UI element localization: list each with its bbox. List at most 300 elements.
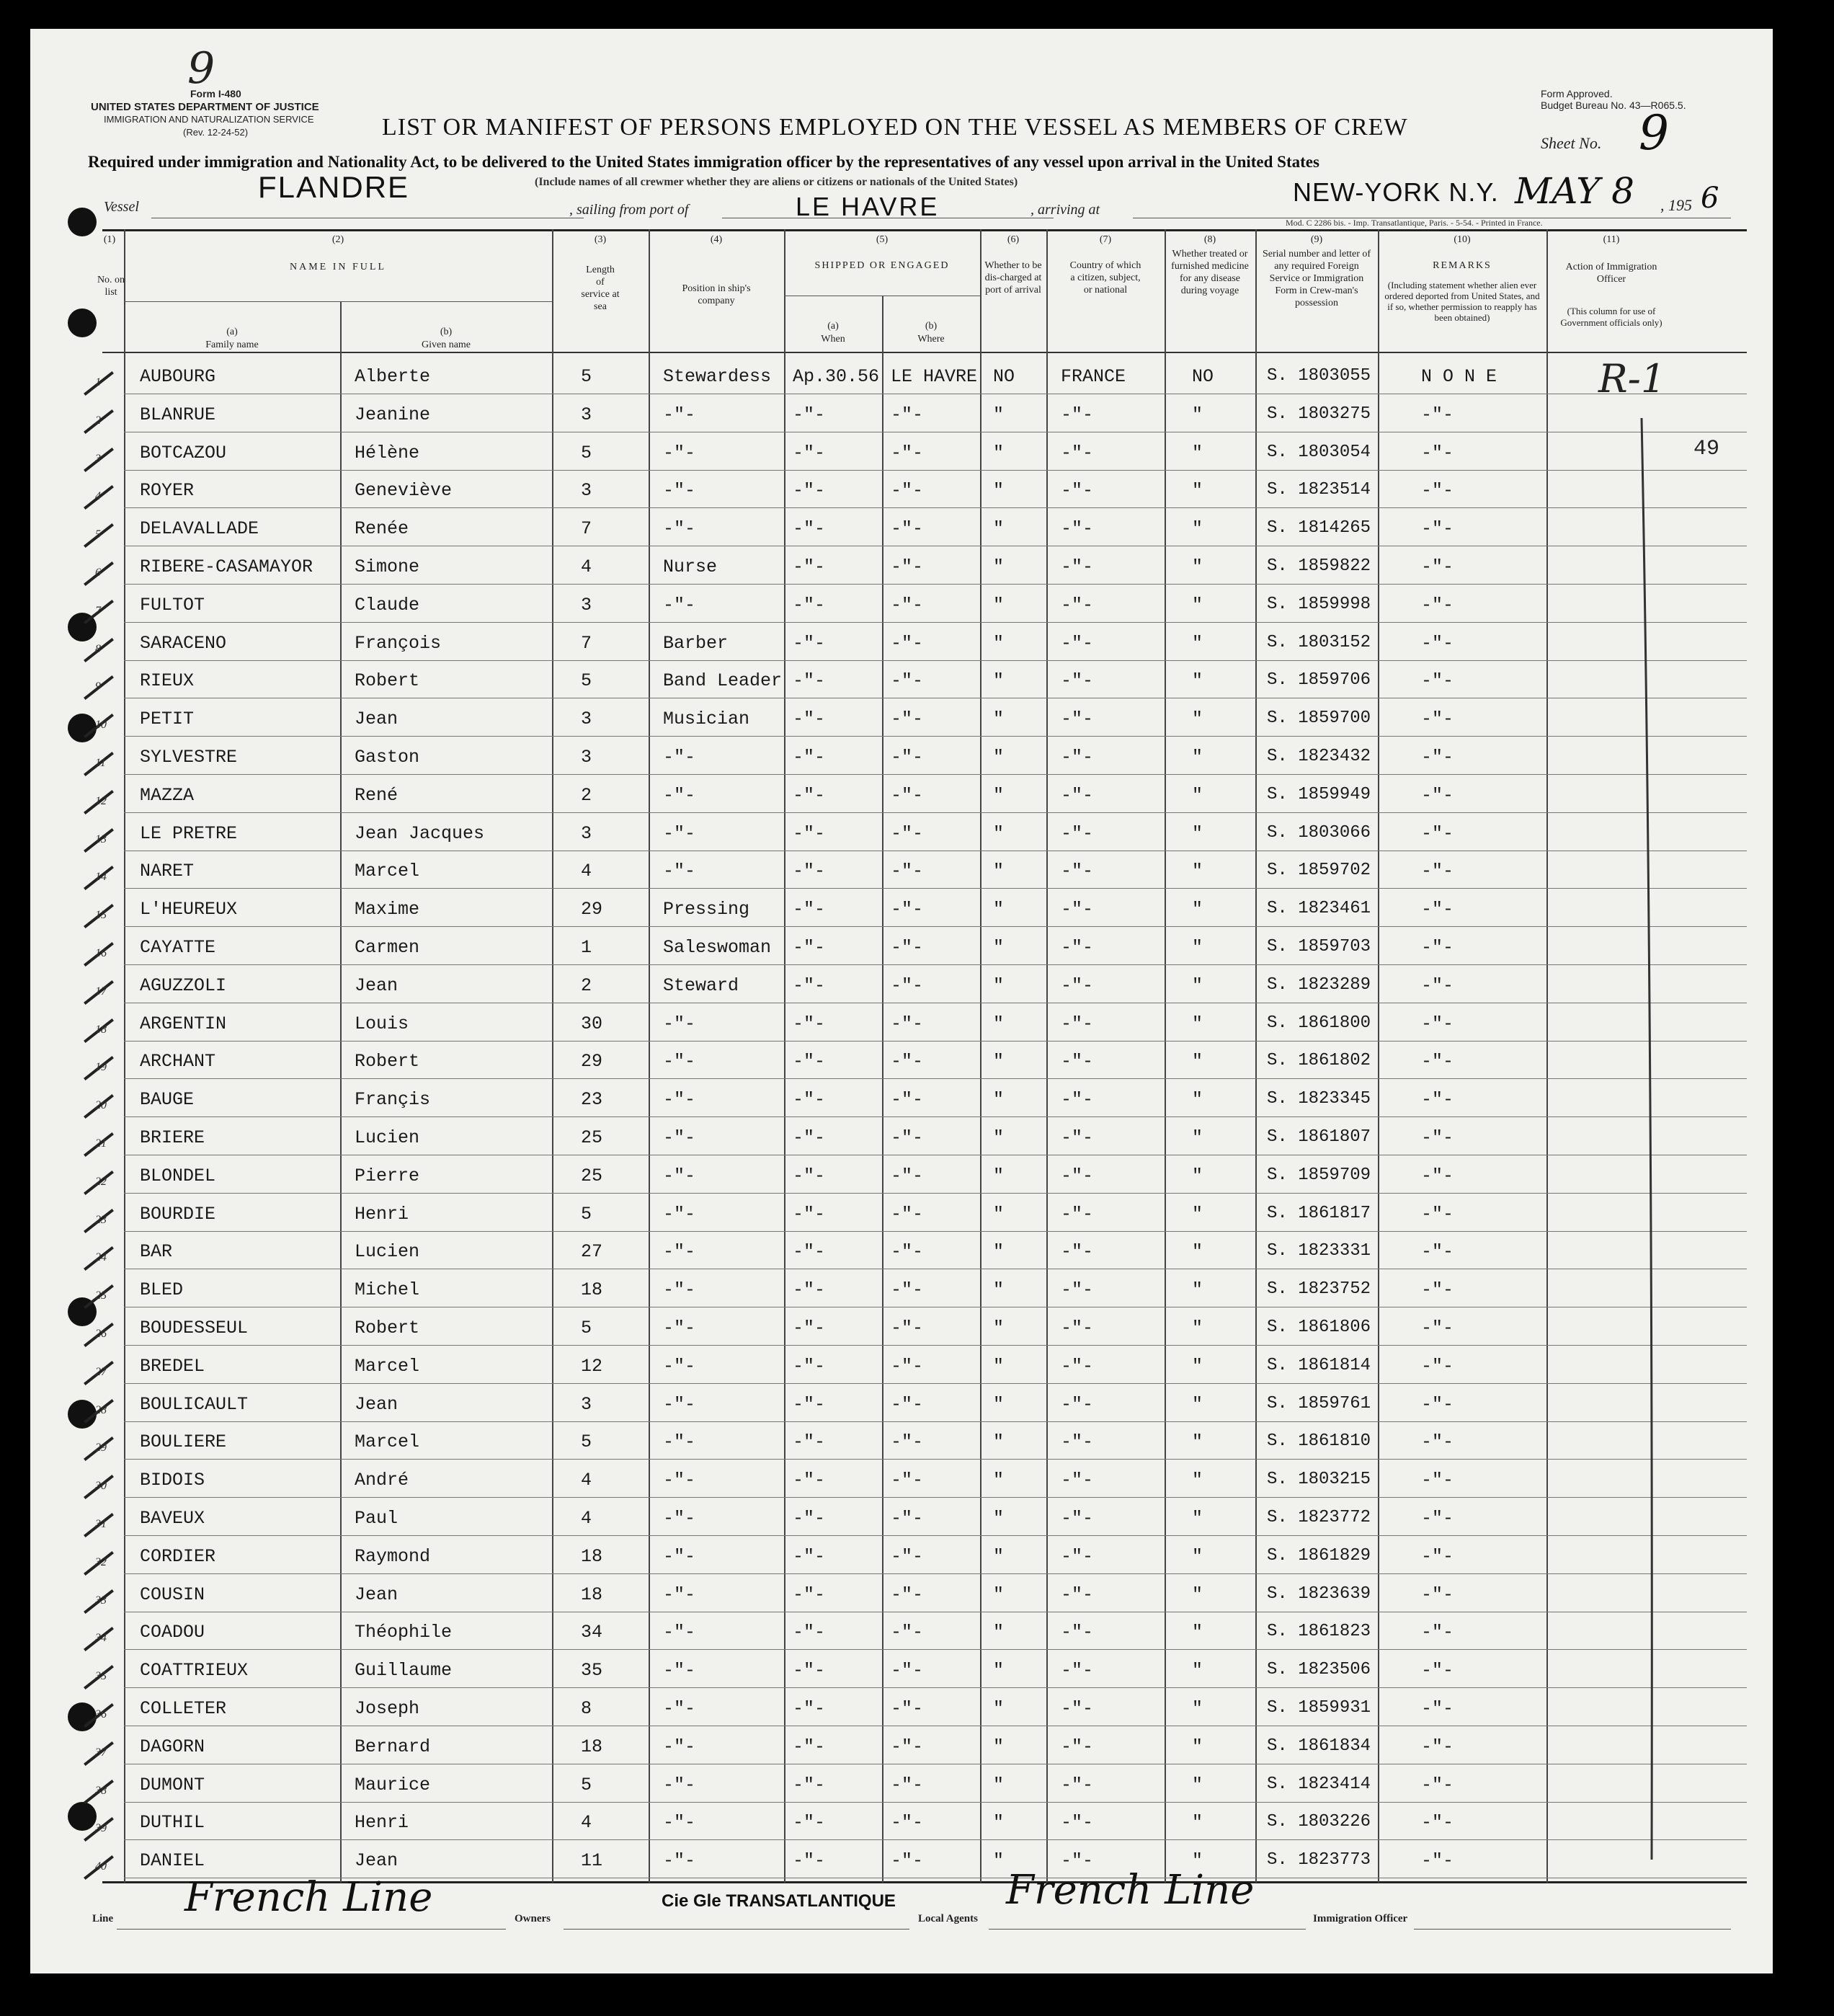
service-length: 35 [581,1660,603,1681]
family-name: MAZZA [140,785,195,806]
page-title: LIST OR MANIFEST OF PERSONS EMPLOYED ON THE VESSEL AS MEMBERS OF CREW [382,114,1408,141]
treated: " [1192,861,1203,882]
position: Saleswoman [663,937,772,958]
row-number: 37 [95,1746,107,1759]
country: -"- [1061,937,1094,958]
discharged: " [993,404,1005,425]
family-name: BLANRUE [140,404,216,425]
remarks: -"- [1421,1127,1454,1148]
sheet-number: 9 [1639,105,1669,161]
punch-hole [68,308,97,337]
family-name: SYLVESTRE [140,747,238,768]
col2b-num: (b) [440,327,453,337]
family-name: AUBOURG [140,366,216,387]
family-name: BOURDIE [140,1204,216,1225]
shipped-where: -"- [891,709,924,729]
position: -"- [663,1736,696,1757]
country: -"- [1061,518,1094,539]
row-number: 6 [95,567,101,579]
serial-number: S. 1823414 [1267,1775,1371,1794]
serial-number: S. 1823289 [1267,975,1371,995]
discharged: " [993,823,1005,844]
row-number: 5 [95,528,101,541]
shipped-when: -"- [793,1204,826,1225]
shipped-when: -"- [793,1470,826,1491]
table-row [30,1274,1773,1311]
service-length: 4 [581,861,592,882]
discharged: " [993,1279,1005,1300]
treated: " [1192,443,1203,463]
family-name: PETIT [140,709,195,729]
shipped-when: -"- [793,975,826,996]
family-name: BAVEUX [140,1508,205,1529]
remarks: -"- [1421,1241,1454,1262]
row-number: 1 [95,376,101,388]
given-name: Marcel [355,1431,420,1452]
family-name: DELAVALLADE [140,518,259,539]
treated: " [1192,1241,1203,1262]
table-row [30,1654,1773,1692]
row-number: 34 [95,1632,107,1644]
family-name: FULTOT [140,595,205,616]
row-number: 7 [95,605,101,617]
shipped-where: -"- [891,747,924,768]
table-row [30,817,1773,855]
serial-number: S. 1859706 [1267,670,1371,690]
shipped-where: -"- [891,1051,924,1072]
country: -"- [1061,1812,1094,1833]
family-name: BAR [140,1241,173,1262]
given-name: Jean [355,975,399,996]
position: -"- [663,1127,696,1148]
country: -"- [1061,785,1094,806]
discharged: " [993,1089,1005,1110]
col2a-header: Family name [205,339,259,350]
col6-num: (6) [1007,234,1020,245]
position: -"- [663,1850,696,1871]
table-row [30,1083,1773,1121]
budget-bureau: Budget Bureau No. 43—R065.5. [1541,99,1686,111]
row-rule [124,926,1747,927]
sheet-label: Sheet No. [1541,134,1602,152]
col3-header: Length of service at sea [581,265,620,312]
shipped-when: -"- [793,709,826,729]
table-row [30,931,1773,969]
treated: " [1192,1431,1203,1452]
discharged: " [993,1812,1005,1833]
family-name: BRIERE [140,1127,205,1148]
discharged: " [993,1356,1005,1377]
country: -"- [1061,1051,1094,1072]
family-name: ARCHANT [140,1051,216,1072]
serial-number: S. 1823506 [1267,1660,1371,1679]
shipped-when: -"- [793,747,826,768]
position: -"- [663,861,696,882]
service-length: 27 [581,1241,603,1262]
serial-number: S. 1823752 [1267,1279,1371,1299]
discharged: " [993,1127,1005,1148]
table-row [30,1235,1773,1273]
family-name: ARGENTIN [140,1013,227,1034]
treated: NO [1192,366,1214,387]
shipped-where: -"- [891,1698,924,1719]
given-name: André [355,1470,409,1491]
position: Band Leader [663,670,783,691]
position: -"- [663,1812,696,1833]
remarks: -"- [1421,975,1454,996]
table-row [30,1769,1773,1806]
treated: " [1192,1356,1203,1377]
given-name: Hélène [355,443,420,463]
arriving-port: NEW-YORK N.Y. [1293,177,1499,207]
service-length: 4 [581,1508,592,1529]
table-row [30,1122,1773,1159]
discharged: " [993,1775,1005,1795]
family-name: BOULIERE [140,1431,227,1452]
service-length: 25 [581,1165,603,1186]
remarks: -"- [1421,1812,1454,1833]
table-row [30,855,1773,892]
row-number: 25 [95,1289,107,1302]
row-rule [124,1193,1747,1194]
row-rule [124,1078,1747,1079]
given-name: Raymond [355,1546,431,1567]
shipped-where: -"- [891,1204,924,1225]
remarks: -"- [1421,670,1454,691]
shipped-where: -"- [891,633,924,654]
shipped-when: -"- [793,1850,826,1871]
position: -"- [663,1775,696,1795]
given-name: Jean Jacques [355,823,485,844]
discharged: " [993,1660,1005,1681]
shipped-where: -"- [891,1318,924,1338]
row-rule [124,1421,1747,1422]
shipped-where: -"- [891,1584,924,1605]
remarks: -"- [1421,823,1454,844]
service: IMMIGRATION AND NATURALIZATION SERVICE [104,114,314,125]
service-length: 3 [581,747,592,768]
col1-header: No. on list [97,275,125,298]
service-length: 7 [581,633,592,654]
serial-number: S. 1859998 [1267,595,1371,614]
row-number: 19 [95,1061,107,1073]
serial-number: S. 1859949 [1267,785,1371,804]
position: Pressing [663,899,750,920]
shipped-where: -"- [891,1736,924,1757]
country: -"- [1061,480,1094,501]
row-number: 8 [95,643,101,655]
discharged: " [993,1546,1005,1567]
table-row [30,360,1773,398]
service-length: 3 [581,595,592,616]
row-rule [124,1383,1747,1384]
footer-line-value: French Line [184,1874,433,1921]
treated: " [1192,785,1203,806]
col10-header: REMARKS [1433,260,1492,271]
family-name: COADOU [140,1622,205,1643]
serial-number: S. 1861800 [1267,1013,1371,1033]
family-name: DUTHIL [140,1812,205,1833]
service-length: 23 [581,1089,603,1110]
serial-number: S. 1861807 [1267,1127,1371,1147]
shipped-when: -"- [793,1812,826,1833]
shipped-when: -"- [793,785,826,806]
position: -"- [663,1622,696,1643]
treated: " [1192,937,1203,958]
shipped-where: -"- [891,937,924,958]
position: -"- [663,1508,696,1529]
serial-number: S. 1803226 [1267,1812,1371,1831]
given-name: Henri [355,1204,409,1225]
row-rule [124,1116,1747,1117]
country: -"- [1061,823,1094,844]
treated: " [1192,1013,1203,1034]
table-row [30,703,1773,740]
treated: " [1192,1127,1203,1148]
row-rule [124,812,1747,813]
row-number: 30 [95,1480,107,1492]
service-length: 30 [581,1013,603,1034]
serial-number: S. 1803275 [1267,404,1371,424]
service-length: 5 [581,1204,592,1225]
country: -"- [1061,1698,1094,1719]
discharged: " [993,709,1005,729]
shipped-where: -"- [891,899,924,920]
row-number: 4 [95,490,101,502]
row-number: 14 [95,871,107,883]
remarks: -"- [1421,1356,1454,1377]
country: -"- [1061,1279,1094,1300]
arriving-label: , arriving at [1030,202,1100,218]
shipped-when: -"- [793,1698,826,1719]
discharged: " [993,1204,1005,1225]
manifest-page [30,29,1773,1973]
row-rule [124,1345,1747,1346]
position: -"- [663,1698,696,1719]
row-number: 26 [95,1328,107,1340]
position: -"- [663,1241,696,1262]
treated: " [1192,1698,1203,1719]
table-row [30,1578,1773,1616]
col7-num: (7) [1099,234,1112,245]
table-row [30,1426,1773,1463]
shipped-when: -"- [793,1165,826,1186]
shipped-where: LE HAVRE [891,366,978,387]
shipped-when: -"- [793,404,826,425]
row-rule [124,470,1747,471]
row-number: 11 [95,757,106,769]
shipped-where: -"- [891,861,924,882]
position: -"- [663,518,696,539]
discharged: " [993,1698,1005,1719]
given-name: Michel [355,1279,420,1300]
service-length: 8 [581,1698,592,1719]
table-row [30,1312,1773,1349]
table-row [30,399,1773,436]
col2b-header: Given name [421,339,471,350]
table-row [30,1806,1773,1844]
service-length: 5 [581,670,592,691]
serial-number: S. 1823639 [1267,1584,1371,1604]
position: -"- [663,785,696,806]
shipped-when: Ap.30.56 [793,366,880,387]
treated: " [1192,1775,1203,1795]
serial-number: S. 1823461 [1267,899,1371,918]
service-length: 34 [581,1622,603,1643]
country: -"- [1061,1736,1094,1757]
remarks: -"- [1421,1394,1454,1415]
treated: " [1192,1736,1203,1757]
shipped-where: -"- [891,556,924,577]
col1-num: (1) [103,234,116,245]
treated: " [1192,1051,1203,1072]
col5a-header: When [821,334,845,345]
position: -"- [663,747,696,768]
table-row [30,1045,1773,1083]
serial-number: S. 1861817 [1267,1204,1371,1223]
remarks: -"- [1421,937,1454,958]
discharged: " [993,1394,1005,1415]
remarks: -"- [1421,1204,1454,1225]
position: -"- [663,480,696,501]
position: Barber [663,633,729,654]
remarks: -"- [1421,1318,1454,1338]
col10-num: (10) [1454,234,1471,245]
service-length: 18 [581,1736,603,1757]
treated: " [1192,1622,1203,1643]
shipped-when: -"- [793,1279,826,1300]
shipped-where: -"- [891,1660,924,1681]
shipped-when: -"- [793,1318,826,1338]
remarks: -"- [1421,1470,1454,1491]
row-rule [124,1802,1747,1803]
row-rule [124,964,1747,965]
given-name: Bernard [355,1736,431,1757]
position: -"- [663,1089,696,1110]
remarks: -"- [1421,1013,1454,1034]
treated: " [1192,975,1203,996]
serial-number: S. 1823514 [1267,480,1371,499]
service-length: 3 [581,709,592,729]
given-name: Jean [355,1584,399,1605]
discharged: " [993,1318,1005,1338]
shipped-when: -"- [793,1241,826,1262]
col10-note: (Including statement whether alien ever ordered deported from United States, and if so, whether permission to reapply has been obtained) [1384,280,1540,323]
remarks: -"- [1421,1431,1454,1452]
given-name: Gaston [355,747,420,768]
discharged: " [993,556,1005,577]
row-number: 21 [95,1137,107,1150]
remarks: -"- [1421,1775,1454,1795]
shipped-when: -"- [793,1394,826,1415]
remarks: -"- [1421,747,1454,768]
row-number: 23 [95,1214,107,1226]
remarks: -"- [1421,1089,1454,1110]
treated: " [1192,1089,1203,1110]
discharged: " [993,1850,1005,1871]
service-length: 5 [581,443,592,463]
serial-number: S. 1803152 [1267,633,1371,652]
sailing-port: LE HAVRE [796,192,940,221]
table-row [30,1464,1773,1501]
serial-number: S. 1861806 [1267,1318,1371,1337]
col2a-num: (a) [226,327,238,337]
serial-number: S. 1861802 [1267,1051,1371,1070]
treated: " [1192,670,1203,691]
country: -"- [1061,1660,1094,1681]
row-number: 9 [95,680,101,693]
given-name: Maurice [355,1775,431,1795]
service-length: 18 [581,1279,603,1300]
col11-num: (11) [1603,234,1620,245]
serial-number: S. 1859703 [1267,937,1371,956]
serial-number: S. 1803215 [1267,1470,1371,1489]
remarks: -"- [1421,785,1454,806]
position: -"- [663,404,696,425]
row-number: 27 [95,1366,107,1378]
col11-note: (This column for use of Government officials only) [1560,306,1662,328]
remarks: -"- [1421,861,1454,882]
col5a-num: (a) [827,321,839,332]
given-name: Maxime [355,899,420,920]
table-row [30,665,1773,702]
position: Steward [663,975,739,996]
shipped-where: -"- [891,404,924,425]
vessel-label: Vessel [104,199,139,215]
family-name: CORDIER [140,1546,216,1567]
family-name: BOTCAZOU [140,443,227,463]
country: -"- [1061,556,1094,577]
shipped-when: -"- [793,1356,826,1377]
discharged: " [993,1508,1005,1529]
discharged: " [993,1431,1005,1452]
service-length: 5 [581,1431,592,1452]
given-name: Jeanine [355,404,431,425]
discharged: " [993,1736,1005,1757]
given-name: Lucien [355,1127,420,1148]
family-name: DUMONT [140,1775,205,1795]
treated: " [1192,1850,1203,1871]
shipped-when: -"- [793,1013,826,1034]
row-number: 13 [95,833,107,845]
serial-number: S. 1823773 [1267,1850,1371,1870]
country: -"- [1061,1850,1094,1871]
service-length: 3 [581,1394,592,1415]
treated: " [1192,404,1203,425]
shipped-where: -"- [891,480,924,501]
remarks: -"- [1421,443,1454,463]
position: -"- [663,1394,696,1415]
treated: " [1192,899,1203,920]
shipped-where: -"- [891,1622,924,1643]
table-row [30,1008,1773,1045]
row-rule [124,774,1747,775]
shipped-where: -"- [891,1279,924,1300]
country: -"- [1061,1127,1094,1148]
remarks: -"- [1421,1622,1454,1643]
discharged: " [993,518,1005,539]
row-rule [124,507,1747,508]
position: Stewardess [663,366,772,387]
discharged: " [993,1470,1005,1491]
serial-number: S. 1859700 [1267,709,1371,728]
service-length: 25 [581,1127,603,1148]
row-rule [124,584,1747,585]
position: Nurse [663,556,718,577]
family-name: COUSIN [140,1584,205,1605]
treated: " [1192,709,1203,729]
shipped-when: -"- [793,1051,826,1072]
